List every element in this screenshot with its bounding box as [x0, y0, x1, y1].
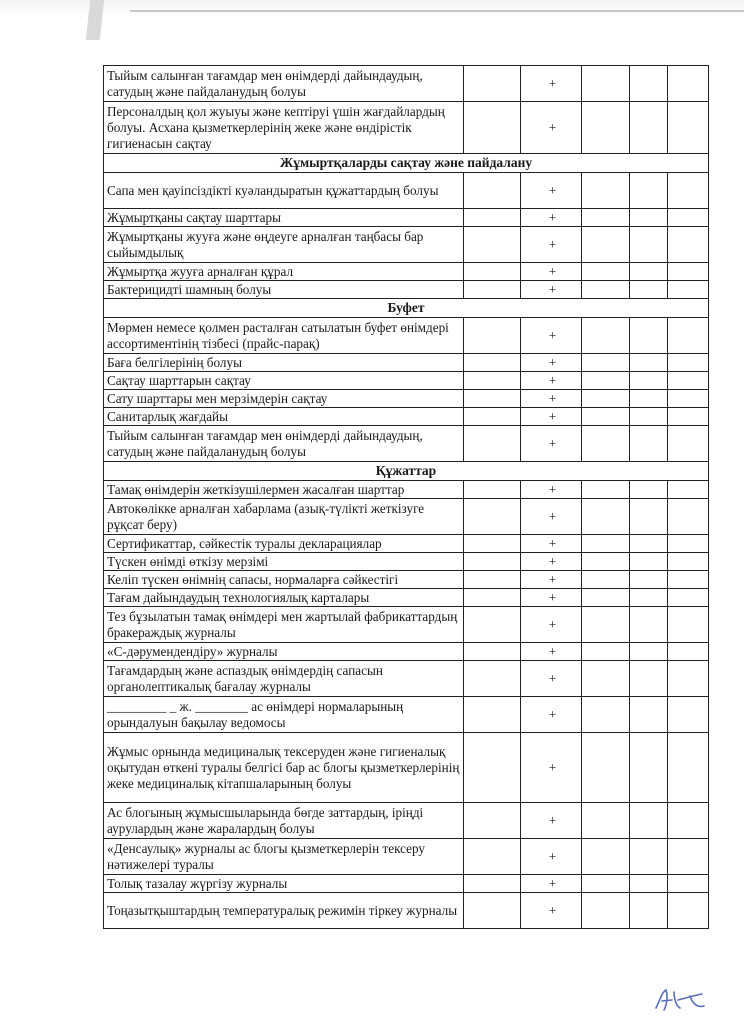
table-row	[104, 661, 709, 697]
column-yes	[464, 281, 521, 299]
column-mark: +	[521, 354, 582, 372]
column-yes	[464, 553, 521, 571]
table-row	[104, 553, 709, 571]
column-extra-3	[668, 354, 709, 372]
column-yes	[464, 408, 521, 426]
requirement-text: Тағам дайындаудың технологиялық карталары	[104, 589, 464, 607]
column-extra-1	[582, 318, 630, 354]
table-row	[104, 607, 709, 643]
table-row	[104, 372, 709, 390]
column-mark: +	[521, 408, 582, 426]
column-mark: +	[521, 372, 582, 390]
column-extra-3	[668, 372, 709, 390]
checklist-table-body	[104, 66, 709, 929]
column-extra-2	[630, 875, 668, 893]
section-title: Жұмыртқаларды сақтау және пайдалану	[104, 154, 709, 173]
column-extra-3	[668, 553, 709, 571]
table-row	[104, 408, 709, 426]
table-row	[104, 281, 709, 299]
requirement-text: Тамақ өнімдерін жеткізушілермен жасалған шарттар	[104, 481, 464, 499]
table-row	[104, 263, 709, 281]
column-extra-1	[582, 893, 630, 929]
column-yes	[464, 173, 521, 209]
column-yes	[464, 209, 521, 227]
table-row	[104, 839, 709, 875]
column-extra-1	[582, 839, 630, 875]
column-extra-3	[668, 733, 709, 803]
column-extra-3	[668, 209, 709, 227]
requirement-text: Жұмыртқа жууға арналған құрал	[104, 263, 464, 281]
column-extra-2	[630, 227, 668, 263]
column-extra-2	[630, 643, 668, 661]
table-row	[104, 499, 709, 535]
column-extra-2	[630, 173, 668, 209]
column-extra-3	[668, 803, 709, 839]
column-extra-2	[630, 390, 668, 408]
column-mark: +	[521, 499, 582, 535]
table-row	[104, 589, 709, 607]
column-extra-2	[630, 839, 668, 875]
column-extra-2	[630, 553, 668, 571]
table-row	[104, 173, 709, 209]
column-extra-3	[668, 173, 709, 209]
column-extra-2	[630, 535, 668, 553]
column-extra-1	[582, 372, 630, 390]
column-yes	[464, 318, 521, 354]
requirement-text: «Денсаулық» журналы ас блогы қызметкерлерін тексеру нәтижелері туралы	[104, 839, 464, 875]
column-extra-2	[630, 66, 668, 102]
column-extra-2	[630, 661, 668, 697]
requirement-text: Жұмыртқаны жууға және өңдеуге арналған таңбасы бар сыйымдылық	[104, 227, 464, 263]
column-extra-1	[582, 102, 630, 154]
column-yes	[464, 535, 521, 553]
requirement-text: Тағамдардың және аспаздық өнімдердің сапасын органолептикалық бағалау журналы	[104, 661, 464, 697]
table-row	[104, 66, 709, 102]
requirement-text: Бактерицидті шамның болуы	[104, 281, 464, 299]
column-extra-1	[582, 209, 630, 227]
checklist-table	[103, 65, 709, 929]
requirement-text: Толық тазалау жүргізу журналы	[104, 875, 464, 893]
column-extra-1	[582, 66, 630, 102]
requirement-text: Мөрмен немесе қолмен расталған сатылатын буфет өнімдері ассортиментінің тізбесі (прайс-парақ)	[104, 318, 464, 354]
section-title: Буфет	[104, 299, 709, 318]
column-extra-2	[630, 733, 668, 803]
requirement-text: Баға белгілерінің болуы	[104, 354, 464, 372]
column-yes	[464, 733, 521, 803]
column-yes	[464, 661, 521, 697]
table-row	[104, 875, 709, 893]
column-mark: +	[521, 263, 582, 281]
column-mark: +	[521, 571, 582, 589]
column-extra-1	[582, 263, 630, 281]
requirement-text: Сату шарттары мен мерзімдерін сақтау	[104, 390, 464, 408]
column-extra-2	[630, 607, 668, 643]
table-row	[104, 102, 709, 154]
column-extra-3	[668, 875, 709, 893]
column-mark: +	[521, 318, 582, 354]
column-yes	[464, 66, 521, 102]
section-header-row	[104, 154, 709, 173]
column-extra-1	[582, 643, 630, 661]
column-mark: +	[521, 227, 582, 263]
column-extra-1	[582, 733, 630, 803]
column-mark: +	[521, 66, 582, 102]
column-extra-2	[630, 803, 668, 839]
column-extra-1	[582, 607, 630, 643]
column-extra-1	[582, 227, 630, 263]
column-extra-3	[668, 535, 709, 553]
column-extra-1	[582, 875, 630, 893]
column-extra-1	[582, 553, 630, 571]
column-yes	[464, 227, 521, 263]
column-extra-1	[582, 571, 630, 589]
requirement-text: Тыйым салынған тағамдар мен өнімдерді дайындаудың, сатудың және пайдаланудың болуы	[104, 66, 464, 102]
column-extra-1	[582, 535, 630, 553]
column-yes	[464, 372, 521, 390]
column-extra-3	[668, 227, 709, 263]
column-extra-3	[668, 408, 709, 426]
requirement-text: Сертификаттар, сәйкестік туралы декларациялар	[104, 535, 464, 553]
table-row	[104, 535, 709, 553]
column-yes	[464, 643, 521, 661]
page-top-edge	[130, 10, 744, 12]
column-yes	[464, 589, 521, 607]
column-yes	[464, 390, 521, 408]
column-mark: +	[521, 426, 582, 462]
column-extra-1	[582, 499, 630, 535]
requirement-text: Сапа мен қауіпсіздікті куәландыратын құжаттардың болуы	[104, 173, 464, 209]
column-extra-2	[630, 571, 668, 589]
requirement-text: Сақтау шарттарын сақтау	[104, 372, 464, 390]
column-extra-3	[668, 263, 709, 281]
column-extra-3	[668, 318, 709, 354]
column-extra-3	[668, 643, 709, 661]
column-extra-3	[668, 661, 709, 697]
column-yes	[464, 803, 521, 839]
column-extra-1	[582, 173, 630, 209]
column-mark: +	[521, 281, 582, 299]
column-yes	[464, 607, 521, 643]
column-extra-1	[582, 390, 630, 408]
column-mark: +	[521, 893, 582, 929]
column-extra-2	[630, 372, 668, 390]
requirement-text: Тез бұзылатын тамақ өнімдері мен жартылай фабрикаттардың бракераждық журналы	[104, 607, 464, 643]
column-extra-1	[582, 426, 630, 462]
table-row	[104, 803, 709, 839]
column-mark: +	[521, 839, 582, 875]
column-yes	[464, 839, 521, 875]
column-mark: +	[521, 875, 582, 893]
column-extra-3	[668, 390, 709, 408]
column-extra-3	[668, 66, 709, 102]
column-extra-3	[668, 697, 709, 733]
column-mark: +	[521, 661, 582, 697]
column-extra-2	[630, 893, 668, 929]
column-extra-3	[668, 426, 709, 462]
column-extra-1	[582, 803, 630, 839]
requirement-text: _________ _ ж. ________ ас өнімдері нормаларының орындалуын бақылау ведомосы	[104, 697, 464, 733]
column-mark: +	[521, 697, 582, 733]
column-yes	[464, 875, 521, 893]
column-mark: +	[521, 803, 582, 839]
column-extra-3	[668, 607, 709, 643]
requirement-text: Жұмыртқаны сақтау шарттары	[104, 209, 464, 227]
section-title: Құжаттар	[104, 462, 709, 481]
section-header-row	[104, 299, 709, 318]
table-row	[104, 426, 709, 462]
column-mark: +	[521, 535, 582, 553]
column-yes	[464, 571, 521, 589]
column-extra-2	[630, 209, 668, 227]
requirement-text: Ас блогының жұмысшыларында бөгде заттардың, іріңді аурулардың және жаралардың болуы	[104, 803, 464, 839]
table-row	[104, 318, 709, 354]
table-row	[104, 209, 709, 227]
table-row	[104, 643, 709, 661]
column-extra-1	[582, 661, 630, 697]
column-extra-2	[630, 481, 668, 499]
column-extra-3	[668, 281, 709, 299]
requirement-text: Тоңазытқыштардың температуралық режимін тіркеу журналы	[104, 893, 464, 929]
column-yes	[464, 354, 521, 372]
requirement-text: Автокөлікке арналған хабарлама (азық-түлікті жеткізуге рұқсат беру)	[104, 499, 464, 535]
requirement-text: Түскен өнімді өткізу мерзімі	[104, 553, 464, 571]
column-extra-2	[630, 499, 668, 535]
column-yes	[464, 499, 521, 535]
column-extra-2	[630, 281, 668, 299]
column-extra-1	[582, 589, 630, 607]
column-extra-2	[630, 263, 668, 281]
table-row	[104, 733, 709, 803]
requirement-text: Тыйым салынған тағамдар мен өнімдерді дайындаудың, сатудың және пайдаланудың болуы	[104, 426, 464, 462]
column-yes	[464, 426, 521, 462]
column-mark: +	[521, 607, 582, 643]
table-row	[104, 227, 709, 263]
column-extra-1	[582, 481, 630, 499]
column-mark: +	[521, 102, 582, 154]
column-extra-3	[668, 893, 709, 929]
section-header-row	[104, 462, 709, 481]
column-extra-2	[630, 589, 668, 607]
column-extra-1	[582, 408, 630, 426]
column-yes	[464, 481, 521, 499]
column-extra-3	[668, 102, 709, 154]
column-yes	[464, 697, 521, 733]
column-mark: +	[521, 209, 582, 227]
column-yes	[464, 102, 521, 154]
requirement-text: «С-дәрумендендіру» журналы	[104, 643, 464, 661]
column-mark: +	[521, 733, 582, 803]
column-extra-2	[630, 102, 668, 154]
column-mark: +	[521, 481, 582, 499]
column-extra-2	[630, 697, 668, 733]
handwritten-signature	[652, 986, 712, 1012]
column-extra-3	[668, 839, 709, 875]
column-mark: +	[521, 173, 582, 209]
table-row	[104, 481, 709, 499]
requirement-text: Санитарлық жағдайы	[104, 408, 464, 426]
column-mark: +	[521, 643, 582, 661]
column-mark: +	[521, 553, 582, 571]
table-row	[104, 697, 709, 733]
column-extra-2	[630, 354, 668, 372]
column-mark: +	[521, 589, 582, 607]
column-extra-1	[582, 697, 630, 733]
column-extra-2	[630, 318, 668, 354]
column-extra-1	[582, 354, 630, 372]
column-extra-2	[630, 408, 668, 426]
column-extra-1	[582, 281, 630, 299]
column-extra-3	[668, 481, 709, 499]
requirement-text: Жұмыс орнында медициналық тексеруден және гигиеналық оқытудан өткені туралы белгісі бар ас блогы қызметкерлерінің жеке медициналық кітапшаларының болуы	[104, 733, 464, 803]
column-extra-2	[630, 426, 668, 462]
requirement-text: Персоналдың қол жуыуы және кептіруі үшін жағдайлардың болуы. Асхана қызметкерлерінің жеке және өндірістік гигиенасын сақтау	[104, 102, 464, 154]
column-yes	[464, 893, 521, 929]
column-extra-3	[668, 499, 709, 535]
column-mark: +	[521, 390, 582, 408]
requirement-text: Келіп түскен өнімнің сапасы, нормаларға сәйкестігі	[104, 571, 464, 589]
table-row	[104, 571, 709, 589]
table-row	[104, 354, 709, 372]
table-row	[104, 893, 709, 929]
column-extra-3	[668, 571, 709, 589]
table-row	[104, 390, 709, 408]
column-yes	[464, 263, 521, 281]
column-extra-3	[668, 589, 709, 607]
